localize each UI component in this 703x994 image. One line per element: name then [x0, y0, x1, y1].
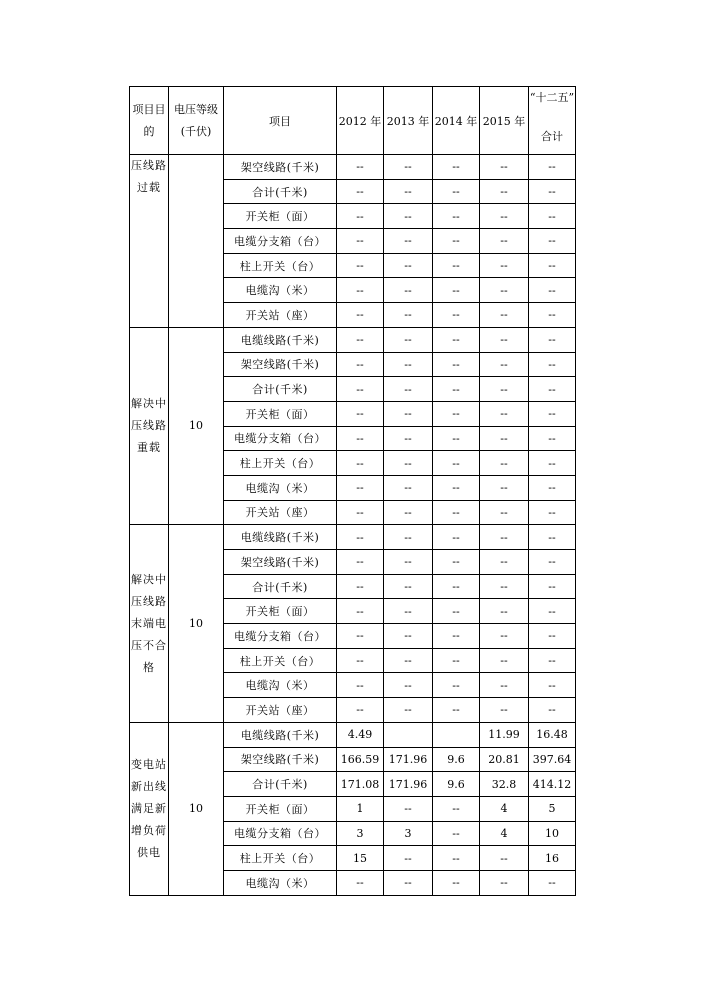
value-cell-2012: 171.08: [337, 772, 384, 797]
value-cell-2014: --: [433, 796, 480, 821]
header-year-2013: 2013 年: [384, 87, 433, 155]
item-cell: 开关柜（面）: [224, 401, 337, 426]
value-cell-2013: --: [384, 846, 433, 871]
value-cell-2015: --: [480, 451, 529, 476]
value-cell-2013: --: [384, 870, 433, 895]
value-cell-2015: --: [480, 870, 529, 895]
value-cell-total: --: [529, 870, 576, 895]
value-cell-2012: --: [337, 648, 384, 673]
value-cell-total: 5: [529, 796, 576, 821]
value-cell-2013: --: [384, 624, 433, 649]
value-cell-2012: --: [337, 870, 384, 895]
value-cell-2012: 15: [337, 846, 384, 871]
value-cell-2014: --: [433, 253, 480, 278]
value-cell-2013: --: [384, 204, 433, 229]
value-cell-2012: --: [337, 624, 384, 649]
value-cell-2013: --: [384, 303, 433, 328]
value-cell-total: --: [529, 155, 576, 180]
value-cell-2015: --: [480, 846, 529, 871]
value-cell-2015: 20.81: [480, 747, 529, 772]
value-cell-2012: --: [337, 278, 384, 303]
value-cell-2014: --: [433, 500, 480, 525]
value-cell-2014: --: [433, 278, 480, 303]
value-cell-2012: 1: [337, 796, 384, 821]
item-cell: 架空线路(千米): [224, 550, 337, 575]
header-total-bottom: 合计: [541, 130, 563, 143]
item-cell: 柱上开关（台）: [224, 451, 337, 476]
value-cell-total: --: [529, 426, 576, 451]
value-cell-2014: --: [433, 426, 480, 451]
value-cell-2015: --: [480, 401, 529, 426]
value-cell-total: --: [529, 500, 576, 525]
item-cell: 电缆线路(千米): [224, 722, 337, 747]
value-cell-2015: --: [480, 303, 529, 328]
value-cell-total: 414.12: [529, 772, 576, 797]
value-cell-2012: --: [337, 451, 384, 476]
header-purpose: 项目目的: [130, 87, 169, 155]
voltage-cell: 10: [169, 525, 224, 723]
purpose-cell: 变电站新出线满足新增负荷供电: [130, 722, 169, 895]
item-cell: 架空线路(千米): [224, 352, 337, 377]
value-cell-2014: --: [433, 698, 480, 723]
value-cell-2015: --: [480, 525, 529, 550]
value-cell-2013: --: [384, 451, 433, 476]
voltage-cell: 10: [169, 722, 224, 895]
value-cell-2015: --: [480, 204, 529, 229]
value-cell-2013: 3: [384, 821, 433, 846]
item-cell: 电缆分支箱（台）: [224, 821, 337, 846]
value-cell-2014: --: [433, 451, 480, 476]
value-cell-2015: --: [480, 550, 529, 575]
value-cell-total: --: [529, 599, 576, 624]
value-cell-2015: 32.8: [480, 772, 529, 797]
value-cell-2012: --: [337, 574, 384, 599]
value-cell-2015: 4: [480, 796, 529, 821]
value-cell-total: --: [529, 401, 576, 426]
value-cell-2013: --: [384, 574, 433, 599]
value-cell-2012: --: [337, 253, 384, 278]
value-cell-2014: --: [433, 870, 480, 895]
value-cell-2014: --: [433, 624, 480, 649]
value-cell-2013: --: [384, 599, 433, 624]
value-cell-2013: 171.96: [384, 772, 433, 797]
header-row: [130, 87, 576, 155]
value-cell-2013: --: [384, 401, 433, 426]
value-cell-2015: --: [480, 179, 529, 204]
value-cell-2012: --: [337, 475, 384, 500]
value-cell-2012: 4.49: [337, 722, 384, 747]
value-cell-2014: --: [433, 599, 480, 624]
header-year-2014: 2014 年: [433, 87, 480, 155]
value-cell-2014: --: [433, 673, 480, 698]
value-cell-2013: --: [384, 352, 433, 377]
value-cell-2013: --: [384, 796, 433, 821]
value-cell-2014: --: [433, 475, 480, 500]
value-cell-2014: --: [433, 155, 480, 180]
header-year-2015: 2015 年: [480, 87, 529, 155]
item-cell: 合计(千米): [224, 772, 337, 797]
value-cell-2012: --: [337, 426, 384, 451]
value-cell-total: --: [529, 204, 576, 229]
value-cell-2012: --: [337, 525, 384, 550]
value-cell-total: --: [529, 377, 576, 402]
value-cell-2012: --: [337, 401, 384, 426]
purpose-cell: 压线路过载: [130, 155, 169, 328]
item-cell: 柱上开关（台）: [224, 846, 337, 871]
value-cell-total: --: [529, 550, 576, 575]
value-cell-2013: --: [384, 155, 433, 180]
value-cell-2013: --: [384, 229, 433, 254]
value-cell-total: --: [529, 327, 576, 352]
value-cell-total: --: [529, 352, 576, 377]
value-cell-2013: --: [384, 648, 433, 673]
value-cell-2012: 166.59: [337, 747, 384, 772]
value-cell-2014: --: [433, 229, 480, 254]
value-cell-2012: --: [337, 500, 384, 525]
value-cell-2015: --: [480, 648, 529, 673]
value-cell-2015: --: [480, 327, 529, 352]
value-cell-2015: --: [480, 475, 529, 500]
value-cell-2014: --: [433, 377, 480, 402]
value-cell-2012: 3: [337, 821, 384, 846]
value-cell-2015: --: [480, 673, 529, 698]
header-year-2012: 2012 年: [337, 87, 384, 155]
table-row: [130, 722, 576, 747]
value-cell-2015: 4: [480, 821, 529, 846]
value-cell-2013: --: [384, 278, 433, 303]
value-cell-2012: --: [337, 698, 384, 723]
table-row: [130, 327, 576, 352]
value-cell-2015: --: [480, 599, 529, 624]
value-cell-2014: --: [433, 204, 480, 229]
value-cell-total: 16.48: [529, 722, 576, 747]
item-cell: 电缆分支箱（台）: [224, 229, 337, 254]
value-cell-2014: --: [433, 525, 480, 550]
value-cell-2013: [384, 722, 433, 747]
item-cell: 柱上开关（台）: [224, 253, 337, 278]
value-cell-total: --: [529, 648, 576, 673]
value-cell-total: --: [529, 253, 576, 278]
value-cell-2013: 171.96: [384, 747, 433, 772]
table-row: [130, 155, 576, 180]
value-cell-total: 16: [529, 846, 576, 871]
value-cell-2014: --: [433, 179, 480, 204]
value-cell-2014: --: [433, 327, 480, 352]
value-cell-2015: --: [480, 500, 529, 525]
value-cell-2014: --: [433, 550, 480, 575]
value-cell-2015: --: [480, 624, 529, 649]
value-cell-total: --: [529, 574, 576, 599]
value-cell-2014: --: [433, 846, 480, 871]
value-cell-total: 10: [529, 821, 576, 846]
data-table: [129, 86, 576, 896]
value-cell-2013: --: [384, 525, 433, 550]
value-cell-2015: --: [480, 278, 529, 303]
item-cell: 开关站（座）: [224, 500, 337, 525]
item-cell: 合计(千米): [224, 377, 337, 402]
header-item: 项目: [224, 87, 337, 155]
value-cell-2015: --: [480, 698, 529, 723]
value-cell-2014: --: [433, 303, 480, 328]
value-cell-total: --: [529, 673, 576, 698]
value-cell-total: --: [529, 179, 576, 204]
item-cell: 合计(千米): [224, 179, 337, 204]
value-cell-total: --: [529, 698, 576, 723]
value-cell-2013: --: [384, 179, 433, 204]
item-cell: 架空线路(千米): [224, 747, 337, 772]
item-cell: 电缆分支箱（台）: [224, 624, 337, 649]
value-cell-2012: --: [337, 352, 384, 377]
value-cell-2015: --: [480, 229, 529, 254]
value-cell-2013: --: [384, 377, 433, 402]
item-cell: 开关站（座）: [224, 698, 337, 723]
value-cell-2012: --: [337, 179, 384, 204]
value-cell-2014: --: [433, 352, 480, 377]
header-total: [529, 87, 576, 155]
purpose-cell: 解决中压线路重载: [130, 327, 169, 525]
value-cell-2015: 11.99: [480, 722, 529, 747]
value-cell-2012: --: [337, 550, 384, 575]
value-cell-2015: --: [480, 155, 529, 180]
item-cell: 开关柜（面）: [224, 599, 337, 624]
item-cell: 开关站（座）: [224, 303, 337, 328]
value-cell-2012: --: [337, 155, 384, 180]
value-cell-2012: --: [337, 599, 384, 624]
value-cell-2014: 9.6: [433, 772, 480, 797]
value-cell-2015: --: [480, 253, 529, 278]
value-cell-2014: --: [433, 648, 480, 673]
value-cell-2015: --: [480, 377, 529, 402]
item-cell: 电缆沟（米）: [224, 673, 337, 698]
value-cell-2012: --: [337, 229, 384, 254]
value-cell-total: --: [529, 525, 576, 550]
value-cell-2015: --: [480, 352, 529, 377]
value-cell-2013: --: [384, 673, 433, 698]
value-cell-2013: --: [384, 698, 433, 723]
value-cell-2013: --: [384, 327, 433, 352]
value-cell-total: --: [529, 278, 576, 303]
value-cell-total: --: [529, 303, 576, 328]
value-cell-2012: --: [337, 377, 384, 402]
value-cell-2013: --: [384, 550, 433, 575]
value-cell-total: 397.64: [529, 747, 576, 772]
value-cell-2012: --: [337, 327, 384, 352]
header-total-top: “十二五”: [529, 91, 575, 104]
value-cell-2012: --: [337, 204, 384, 229]
value-cell-2013: --: [384, 500, 433, 525]
item-cell: 电缆沟（米）: [224, 870, 337, 895]
value-cell-2015: --: [480, 426, 529, 451]
value-cell-2014: --: [433, 821, 480, 846]
item-cell: 电缆分支箱（台）: [224, 426, 337, 451]
value-cell-2013: --: [384, 475, 433, 500]
item-cell: 架空线路(千米): [224, 155, 337, 180]
item-cell: 开关柜（面）: [224, 204, 337, 229]
value-cell-total: --: [529, 229, 576, 254]
value-cell-2014: 9.6: [433, 747, 480, 772]
value-cell-2014: --: [433, 401, 480, 426]
item-cell: 开关柜（面）: [224, 796, 337, 821]
item-cell: 电缆线路(千米): [224, 525, 337, 550]
voltage-cell: [169, 155, 224, 328]
value-cell-2015: --: [480, 574, 529, 599]
purpose-cell: 解决中压线路末端电压不合格: [130, 525, 169, 723]
table-row: [130, 525, 576, 550]
value-cell-2013: --: [384, 253, 433, 278]
value-cell-2014: [433, 722, 480, 747]
value-cell-total: --: [529, 475, 576, 500]
item-cell: 柱上开关（台）: [224, 648, 337, 673]
item-cell: 电缆线路(千米): [224, 327, 337, 352]
value-cell-total: --: [529, 451, 576, 476]
voltage-cell: 10: [169, 327, 224, 525]
item-cell: 电缆沟（米）: [224, 475, 337, 500]
value-cell-2014: --: [433, 574, 480, 599]
value-cell-2013: --: [384, 426, 433, 451]
item-cell: 合计(千米): [224, 574, 337, 599]
value-cell-total: --: [529, 624, 576, 649]
value-cell-2012: --: [337, 673, 384, 698]
header-voltage: 电压等级(千伏): [169, 87, 224, 155]
item-cell: 电缆沟（米）: [224, 278, 337, 303]
value-cell-2012: --: [337, 303, 384, 328]
